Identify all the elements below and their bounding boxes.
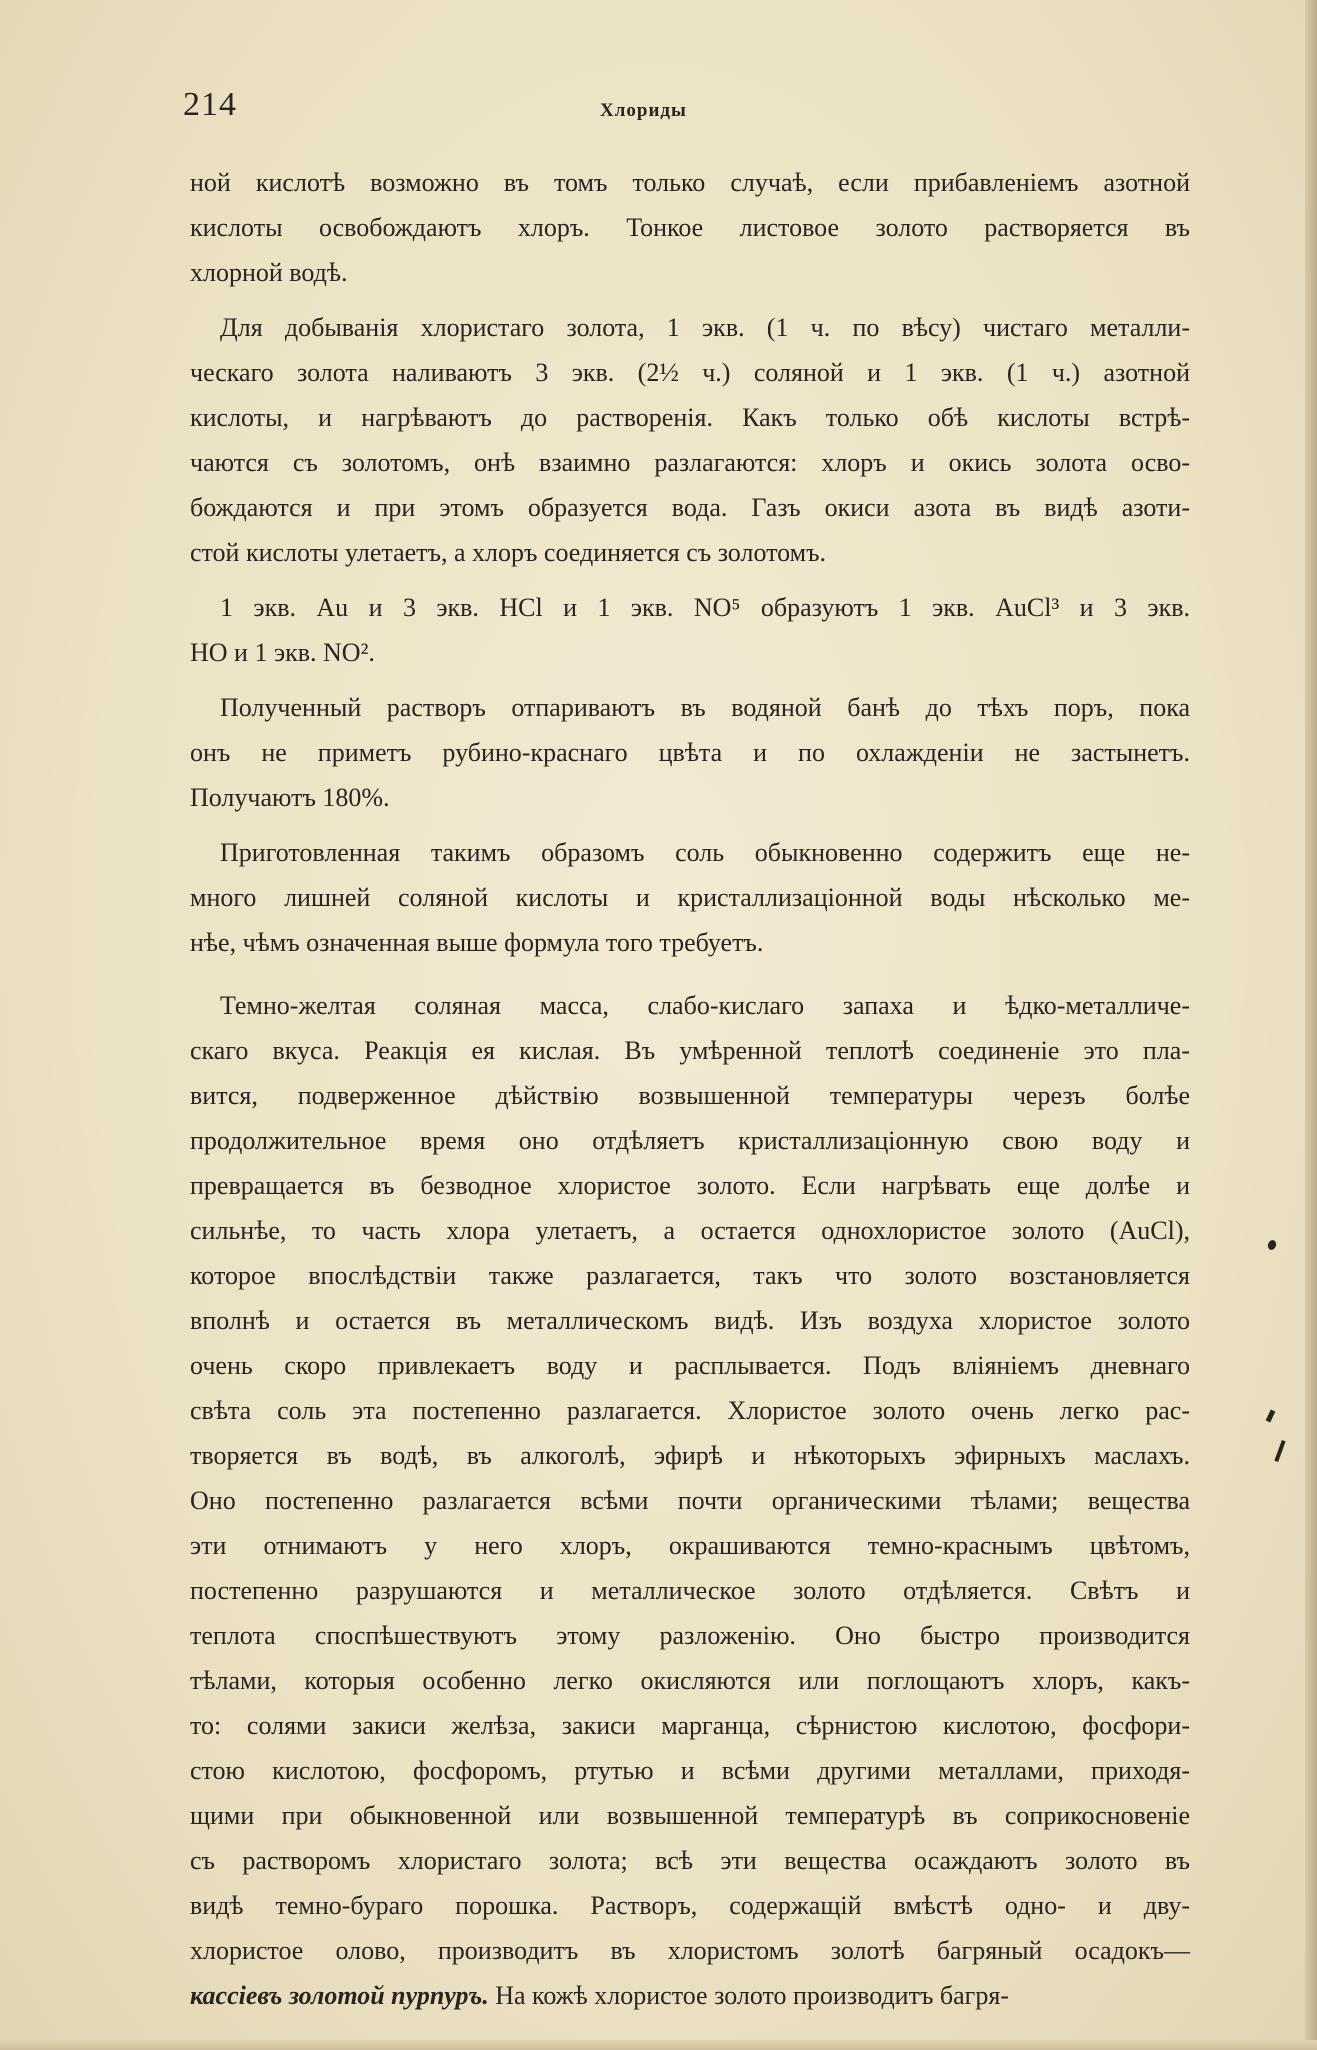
text-line: онъ не приметъ рубино-краснаго цвѣта и по охлажденіи не застынетъ. [190, 738, 1190, 767]
text-line: то: солями закиси желѣза, закиси марганца, сѣрнистою кислотою, фосфори- [190, 1711, 1190, 1740]
text-line: Полученный растворъ отпариваютъ въ водяной банѣ до тѣхъ поръ, пока [220, 693, 1190, 722]
text-line: творяется въ водѣ, въ алкоголѣ, эфирѣ и нѣкоторыхъ эфирныхъ маслахъ. [190, 1441, 1190, 1470]
text-line: хлористое олово, производитъ въ хлористомъ золотѣ багряный осадокъ— [190, 1936, 1190, 1965]
cassius-purple-term: кассіевъ золотой пурпуръ. [190, 1981, 489, 2010]
text-line: вполнѣ и остается въ металлическомъ видѣ. Изъ воздуха хлористое золото [190, 1306, 1190, 1335]
text-line: эти отнимаютъ у него хлоръ, окрашиваются темно-краснымъ цвѣтомъ, [190, 1531, 1190, 1560]
text-line: вится, подверженное дѣйствію возвышенной температуры черезъ болѣе [190, 1081, 1190, 1110]
text-line: скаго вкуса. Реакція ея кислая. Въ умѣренной теплотѣ соединеніе это пла- [190, 1036, 1190, 1065]
running-head: Хлориды [600, 100, 687, 121]
text-line: превращается въ безводное хлористое золото. Если нагрѣвать еще долѣе и [190, 1171, 1190, 1200]
text-line: теплота споспѣшествуютъ этому разложенію. Оно быстро производится [190, 1621, 1190, 1650]
text-line: хлорной водѣ. [190, 258, 348, 287]
text-line: нѣе, чѣмъ означенная выше формула того требуетъ. [190, 928, 764, 957]
text-line: кислоты освобождаютъ хлоръ. Тонкое листовое золото растворяется въ [190, 213, 1190, 242]
text-line: видѣ темно-бураго порошка. Растворъ, содержащій вмѣстѣ одно- и дву- [190, 1891, 1190, 1920]
equation-line: HO и 1 экв. NO². [190, 638, 375, 667]
text-line: стою кислотою, фосфоромъ, ртутью и всѣми другими металлами, приходя- [190, 1756, 1190, 1785]
text-line: Для добыванія хлористаго золота, 1 экв. (1 ч. по вѣсу) чистаго металли- [220, 313, 1190, 342]
text-line: Темно-желтая соляная масса, слабо-кислаго запаха и ѣдко-металличе- [220, 991, 1190, 1020]
text-line: ческаго золота наливаютъ 3 экв. (2½ ч.) соляной и 1 экв. (1 ч.) азотной [190, 358, 1190, 387]
text-line: ной кислотѣ возможно въ томъ только случаѣ, если прибавленіемъ азотной [190, 168, 1190, 197]
page-number: 214 [183, 86, 237, 123]
text-line: свѣта соль эта постепенно разлагается. Хлористое золото очень легко рас- [190, 1396, 1190, 1425]
ink-mark [1267, 1239, 1278, 1251]
text-line: которое впослѣдствіи также разлагается, такъ что золото возстановляется [190, 1261, 1190, 1290]
text-line: бождаются и при этомъ образуется вода. Газъ окиси азота въ видѣ азоти- [190, 493, 1190, 522]
text-line-final [190, 1973, 1190, 2018]
text-line: щими при обыкновенной или возвышенной температурѣ въ соприкосновеніе [190, 1801, 1190, 1830]
body-text [190, 160, 1190, 2018]
text-line: постепенно разрушаются и металлическое золото отдѣляется. Свѣтъ и [190, 1576, 1190, 1605]
text-line: Оно постепенно разлагается всѣми почти органическими тѣлами; вещества [190, 1486, 1190, 1515]
text-line-rest: На кожѣ хлористое золото производитъ багря- [488, 1981, 1009, 2010]
page-edge-bottom [0, 2040, 1317, 2050]
ink-mark [1266, 1410, 1276, 1423]
equation-line: 1 экв. Au и 3 экв. HCl и 1 экв. NO⁵ образуютъ 1 экв. AuCl³ и 3 экв. [220, 593, 1190, 622]
ink-mark [1274, 1440, 1285, 1462]
text-line: много лишней соляной кислоты и кристаллизаціонной воды нѣсколько ме- [190, 883, 1190, 912]
page-edge-right [1305, 0, 1317, 2050]
text-line: кислоты, и нагрѣваютъ до растворенія. Какъ только обѣ кислоты встрѣ- [190, 403, 1190, 432]
text-line: продолжительное время оно отдѣляетъ кристаллизаціонную свою воду и [190, 1126, 1190, 1155]
text-line: стой кислоты улетаетъ, а хлоръ соединяется съ золотомъ. [190, 538, 827, 567]
text-line: съ растворомъ хлористаго золота; всѣ эти вещества осаждаютъ золото въ [190, 1846, 1190, 1875]
text-line: очень скоро привлекаетъ воду и расплывается. Подъ вліяніемъ дневнаго [190, 1351, 1190, 1380]
text-line: тѣлами, которыя особенно легко окисляются или поглощаютъ хлоръ, какъ- [190, 1666, 1190, 1695]
text-line: Приготовленная такимъ образомъ соль обыкновенно содержитъ еще не- [220, 838, 1190, 867]
text-line: Получаютъ 180%. [190, 783, 390, 812]
text-line: чаются съ золотомъ, онѣ взаимно разлагаются: хлоръ и окись золота осво- [190, 448, 1190, 477]
text-line: сильнѣе, то часть хлора улетаетъ, а остается однохлористое золото (AuCl), [190, 1216, 1190, 1245]
